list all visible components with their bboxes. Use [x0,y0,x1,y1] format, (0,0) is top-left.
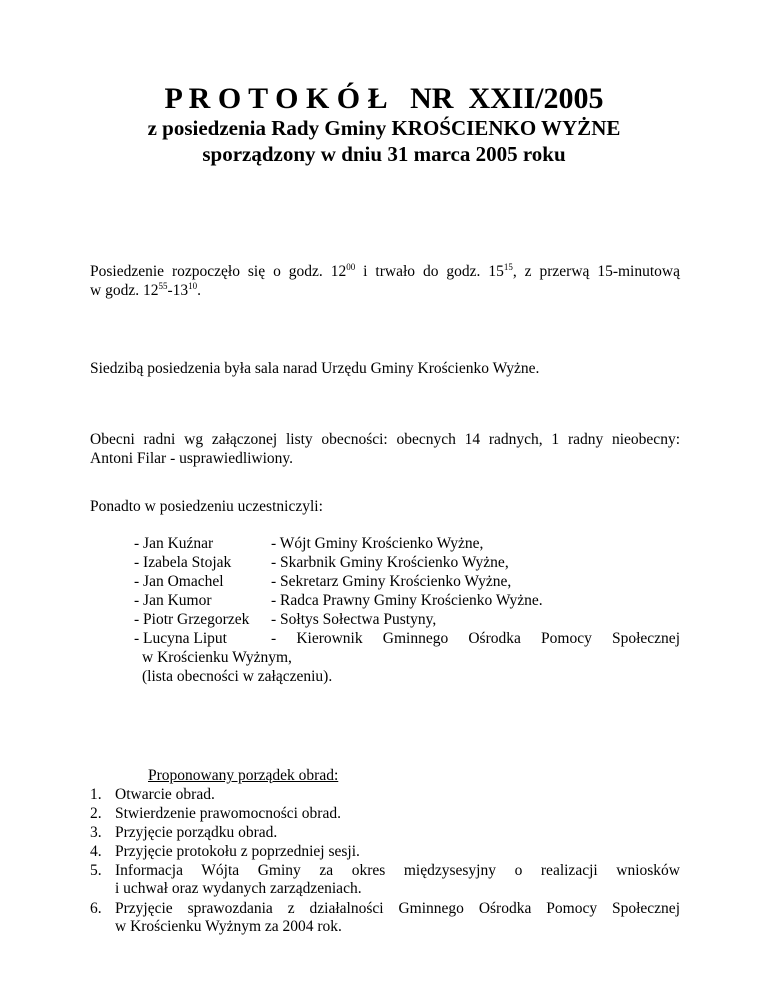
attendance-paragraph [90,430,680,468]
location-paragraph: Siedzibą posiedzenia była sala narad Urzędu Gminy Krościenko Wyżne. [90,360,540,377]
document-page: P R O T O K Ó Ł NR XXII/2005 z posiedzenia Rady Gminy KROŚCIENKO WYŻNE sporządzony w dniu 31 marca 2005 roku Posiedzenie rozpoczęło się o godz. $12^{00}$ i trwało do godz. $15^{15}$, z przerwą 15-minutową w godz. $12^{55}-13^{10}$. Siedzibą posiedzenia była sala narad Urzędu Gminy Krościenko Wyżne. Obecni radni wg załączonej listy obecności: obecnych 14 radnych, 1 radny nieobecny: Antoni Filar - usprawiedliwiony. Ponadto w posiedzeniu uczestniczyli: - Jan Kuźnar - Wójt Gminy Krościenko Wyżne, - Izabela Stojak - Skarbnik Gminy Krościenko Wyżne, - Jan Omachel - Sekretarz Gminy Krościenko Wyżne, - Jan Kumor - Radca Prawny Gminy Krościenko Wyżne. - Piotr Grzegorzek - Sołtys Sołectwa Pustyny, - Lucyna Liput - Kierownik Gminnego Ośrodka Pomocy Społecznej w Krościenku Wyżnym, (lista obecności w załączeniu). Proponowany porządek obrad: 1. Otwarcie obrad. 2. Stwierdzenie prawomocności obrad. 3. Przyjęcie porządku obrad. 4. Przyjęcie protokołu z poprzedniej sesji. 5. Informacja Wójta Gminy za okres międzysesyjny o realizacji wniosków i uchwał oraz wydanych zarządzeniach. 6. Przyjęcie sprawozdania z działalności Gminnego Ośrodka Pomocy Społecznej w Krościenku Wyżnym za 2004 rok. [0,0,768,994]
attendance-line-2: Antoni Filar - usprawiedliwiony. [90,450,294,467]
participant-continuation: w Krościenku Wyżnym, [142,649,292,666]
protocol-subtitle: z posiedzenia Rady Gminy KROŚCIENKO WYŻNE [147,116,621,140]
participants-intro: Ponadto w posiedzeniu uczestniczyli: [90,498,323,515]
session-time-line-1: Posiedzenie rozpoczęło się o godz. $12^{00}$ i trwało do godz. $15^{15}$, z przerwą 15-minutową [90,262,680,280]
agenda-heading: Proponowany porządek obrad: [148,767,339,784]
session-time-paragraph [90,262,680,300]
session-time-line-2: w godz. $12^{55}-13^{10}$. [90,281,201,299]
attendance-list-note: (lista obecności w załączeniu). [142,668,333,685]
protocol-title: P R O T O K Ó Ł NR XXII/2005 [164,82,604,115]
participant-row: - Lucyna Liput - Kierownik Gminnego Ośrodka Pomocy Społecznej [134,630,680,647]
protocol-date: sporządzony w dniu 31 marca 2005 roku [202,142,566,166]
attendance-line-1: Obecni radni wg załączonej listy obecności: obecnych 14 radnych, 1 radny nieobecny: [90,431,680,448]
